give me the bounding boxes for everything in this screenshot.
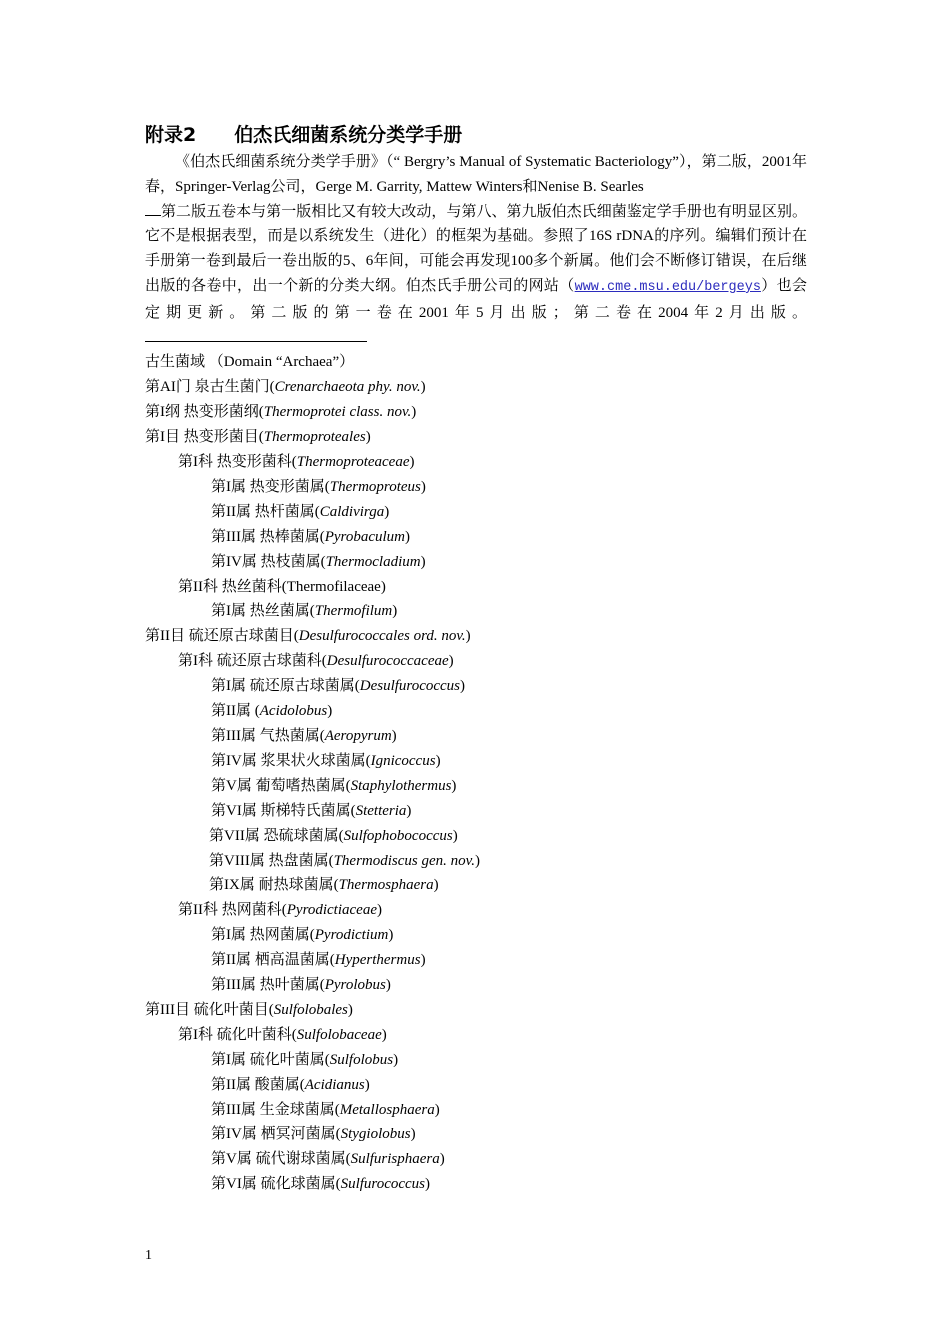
taxonomy-item <box>145 774 807 799</box>
taxon-name: 第VI属 硫化球菌属( <box>211 1176 341 1193</box>
taxon-name: 第VIII属 热盘菌属( <box>209 852 334 869</box>
blank-underline <box>145 326 367 342</box>
taxon-name: 第V属 硫代谢球菌属( <box>211 1151 351 1168</box>
taxon-scientific-name: Thermofilum <box>314 603 393 620</box>
taxonomy-item <box>145 674 807 699</box>
taxon-name: 第II目 硫还原古球菌目( <box>145 628 299 645</box>
taxon-close-paren: ) <box>435 752 441 769</box>
page-number: 1 <box>145 1248 152 1263</box>
taxon-name: 第I属 硫还原古球菌属( <box>211 678 360 695</box>
page-title: 附录2 伯杰氏细菌系统分类学手册 <box>145 124 463 146</box>
intro-text: 《伯杰氏细菌系统分类学手册》（“ Bergry’s Manual of Systematic Bacteriology”），第二版，2001年春，Springer-Verlag公司，Gerge M. Garrity, Mattew Winters和Nenise B. Searles <box>145 154 807 195</box>
taxonomy-item <box>145 1073 807 1098</box>
taxon-scientific-name: Thermoproteales <box>263 429 366 446</box>
taxon-scientific-name: Thermoproteaceae <box>296 454 410 470</box>
taxonomy-item <box>145 724 807 749</box>
taxon-scientific-name: Metallosphaera <box>339 1101 435 1118</box>
taxon-close-paren: ) <box>376 902 382 919</box>
taxon-scientific-name: Thermoprotei class. nov. <box>263 404 412 421</box>
taxon-scientific-name: Pyrodictiaceae <box>286 902 377 919</box>
taxon-close-paren: ) <box>388 927 394 944</box>
taxon-close-paren: ) <box>381 1026 387 1043</box>
taxonomy-item <box>145 1122 807 1147</box>
taxon-scientific-name: Aeropyrum <box>324 727 392 744</box>
taxon-close-paren: ) <box>425 1176 431 1193</box>
taxon-close-paren: ) <box>420 553 426 570</box>
taxon-scientific-name: Sulfolobales <box>273 1001 348 1018</box>
intro-paragraph <box>145 150 807 200</box>
taxonomy-item <box>145 973 807 998</box>
taxonomy-item <box>145 525 807 550</box>
taxon-close-paren: ) <box>420 478 426 495</box>
taxon-name: 第II属 热杆菌属( <box>211 503 320 520</box>
taxonomy-item <box>145 425 807 450</box>
taxon-close-paren: ) <box>420 952 426 969</box>
taxon-name: 第I目 热变形菌目( <box>145 429 264 446</box>
taxon-close-paren: ) <box>392 603 398 620</box>
taxonomy-item <box>145 1172 807 1197</box>
taxonomy-item <box>145 948 807 973</box>
taxonomy-item <box>145 898 807 923</box>
taxon-close-paren: ) <box>364 1076 370 1093</box>
taxonomy-item <box>145 749 807 774</box>
website-link[interactable]: www.cme.msu.edu/bergeys <box>574 279 761 295</box>
taxon-scientific-name: Desulfurococcales ord. nov. <box>298 628 466 645</box>
taxon-name: 第I科 热变形菌科( <box>178 454 297 470</box>
taxon-scientific-name: Staphylothermus <box>350 777 452 794</box>
taxon-scientific-name: Acidianus <box>304 1076 365 1093</box>
body-text-1: 第二版五卷本与第一版相比又有较大改动，与第八、第九版伯杰氏细菌鉴定学手册也有明显区别。它不是根据表型，而是以系统发生（进化）的框架为基础。参照了16S rDNA的序列。编辑们预计在手册第一卷到最后一卷出版的5、6年间，可能会再发现100多个新属。他们会不断修订错误，在后继出版的各卷中，出一个新的分类大纲。伯杰氏手册公司的网站（ <box>145 203 807 294</box>
document-page <box>145 120 807 1197</box>
taxon-scientific-name: Sulfolobus <box>329 1051 394 1068</box>
taxon-name: 第II属 ( <box>211 703 260 720</box>
taxon-scientific-name: Sulfurisphaera <box>350 1151 440 1168</box>
taxon-name: 第III属 生金球菌属( <box>211 1101 340 1118</box>
taxon-scientific-name: Acidolobus <box>259 703 328 720</box>
taxon-name: 第IV属 热枝菌属( <box>211 553 326 570</box>
taxonomy-item <box>145 350 807 375</box>
taxon-scientific-name: Thermodiscus gen. nov. <box>333 852 475 869</box>
taxonomy-item <box>145 1098 807 1123</box>
taxon-name: 第IV属 栖冥河菌属( <box>211 1126 341 1143</box>
taxonomy-item <box>145 998 807 1023</box>
taxon-scientific-name: Sulfophobococcus <box>343 827 453 844</box>
taxonomy-item <box>145 1147 807 1172</box>
taxon-close-paren: ) <box>327 703 333 720</box>
taxon-scientific-name: Stygiolobus <box>340 1126 411 1143</box>
taxon-close-paren: ) <box>411 404 417 421</box>
taxon-close-paren: ) <box>347 1001 353 1018</box>
taxonomy-item <box>145 1048 807 1073</box>
taxon-close-paren: ) <box>448 653 454 670</box>
taxon-name: 第I科 硫化叶菌科( <box>178 1026 297 1043</box>
taxonomy-item <box>145 475 807 500</box>
taxonomy-item <box>145 599 807 624</box>
taxon-scientific-name: Pyrodictium <box>314 927 389 944</box>
taxon-scientific-name: Ignicoccus <box>370 752 436 769</box>
taxon-close-paren: ) <box>434 1101 440 1118</box>
taxonomy-item <box>145 649 807 674</box>
taxon-name: 第II科 热丝菌科(Thermofilaceae) <box>178 578 386 595</box>
taxon-close-paren: ) <box>410 1126 416 1143</box>
taxon-close-paren: ) <box>384 503 390 520</box>
taxon-name: 第II科 热网菌科( <box>178 902 287 919</box>
taxonomy-item <box>145 799 807 824</box>
taxon-scientific-name: Pyrolobus <box>324 977 386 994</box>
taxon-name: 第IX属 耐热球菌属( <box>209 877 339 894</box>
body-paragraph <box>145 200 807 351</box>
taxon-close-paren: ) <box>451 777 457 794</box>
taxonomy-item <box>145 450 807 475</box>
taxonomy-item <box>145 849 807 874</box>
taxon-close-paren: ) <box>439 1151 445 1168</box>
taxonomy-item <box>145 923 807 948</box>
taxon-scientific-name: Desulfurococcaceae <box>326 653 449 670</box>
taxon-scientific-name: Thermoproteus <box>329 478 421 495</box>
taxon-close-paren: ) <box>385 977 391 994</box>
taxonomy-item <box>145 873 807 898</box>
taxon-close-paren: ) <box>405 528 410 545</box>
taxonomy-list <box>145 350 807 1197</box>
taxon-name: 第VI属 斯梯特氏菌属( <box>211 802 356 819</box>
taxon-name: 第AI门 泉古生菌门( <box>145 379 275 396</box>
taxon-scientific-name: Thermocladium <box>325 553 421 570</box>
taxon-close-paren: ) <box>474 852 480 869</box>
taxon-close-paren: ) <box>406 802 412 819</box>
taxonomy-item <box>145 550 807 575</box>
taxonomy-item <box>145 375 807 400</box>
taxon-name: 第III目 硫化叶菌目( <box>145 1001 274 1018</box>
taxon-scientific-name: Crenarchaeota phy. nov. <box>274 379 421 396</box>
taxon-name: 古生菌域 （Domain “Archaea”） <box>145 354 355 371</box>
taxon-scientific-name: Pyrobaculum <box>324 528 405 545</box>
taxon-close-paren: ) <box>393 1051 399 1068</box>
taxon-name: 第V属 葡萄嗜热菌属( <box>211 777 351 794</box>
taxon-close-paren: ) <box>465 628 471 645</box>
taxon-close-paren: ) <box>420 379 426 396</box>
taxon-name: 第II属 栖高温菌属( <box>211 952 335 969</box>
taxon-scientific-name: Hyperthermus <box>334 952 421 969</box>
taxonomy-item <box>145 824 807 849</box>
taxon-name: 第I属 热网菌属( <box>211 927 315 944</box>
taxon-close-paren: ) <box>365 429 371 446</box>
taxonomy-item <box>145 699 807 724</box>
taxon-name: 第I科 硫还原古球菌科( <box>178 653 327 670</box>
taxon-name: 第I属 热变形菌属( <box>211 478 330 495</box>
taxonomy-item <box>145 575 807 600</box>
taxon-scientific-name: Sulfolobaceae <box>296 1026 382 1043</box>
body-text-2: ）也会定期更新。第二版的第一卷在2001年5月出版；第二卷在2004年2月出版。 <box>145 277 807 321</box>
taxonomy-item <box>145 624 807 649</box>
underline-mark <box>145 201 161 216</box>
taxon-close-paren: ) <box>409 454 415 470</box>
taxon-close-paren: ) <box>391 727 397 744</box>
taxonomy-item <box>145 500 807 525</box>
taxon-name: 第VII属 恐硫球菌属( <box>209 827 344 844</box>
taxon-name: 第I属 热丝菌属( <box>211 603 315 620</box>
taxon-scientific-name: Thermosphaera <box>338 877 434 894</box>
taxon-name: 第I纲 热变形菌纲( <box>145 404 264 421</box>
taxon-name: 第IV属 浆果状火球菌属( <box>211 752 371 769</box>
taxon-scientific-name: Desulfurococcus <box>359 678 461 695</box>
taxon-scientific-name: Stetteria <box>355 802 407 819</box>
taxon-name: 第III属 热叶菌属( <box>211 977 325 994</box>
taxon-close-paren: ) <box>460 678 466 695</box>
taxon-close-paren: ) <box>433 877 439 894</box>
taxon-name: 第III属 气热菌属( <box>211 727 325 744</box>
taxon-scientific-name: Caldivirga <box>319 503 385 520</box>
taxonomy-item <box>145 400 807 425</box>
taxon-name: 第III属 热棒菌属( <box>211 528 325 545</box>
taxon-name: 第II属 酸菌属( <box>211 1076 305 1093</box>
taxon-scientific-name: Sulfurococcus <box>340 1176 426 1193</box>
taxonomy-item <box>145 1023 807 1048</box>
taxon-close-paren: ) <box>452 827 458 844</box>
taxon-name: 第I属 硫化叶菌属( <box>211 1051 330 1068</box>
